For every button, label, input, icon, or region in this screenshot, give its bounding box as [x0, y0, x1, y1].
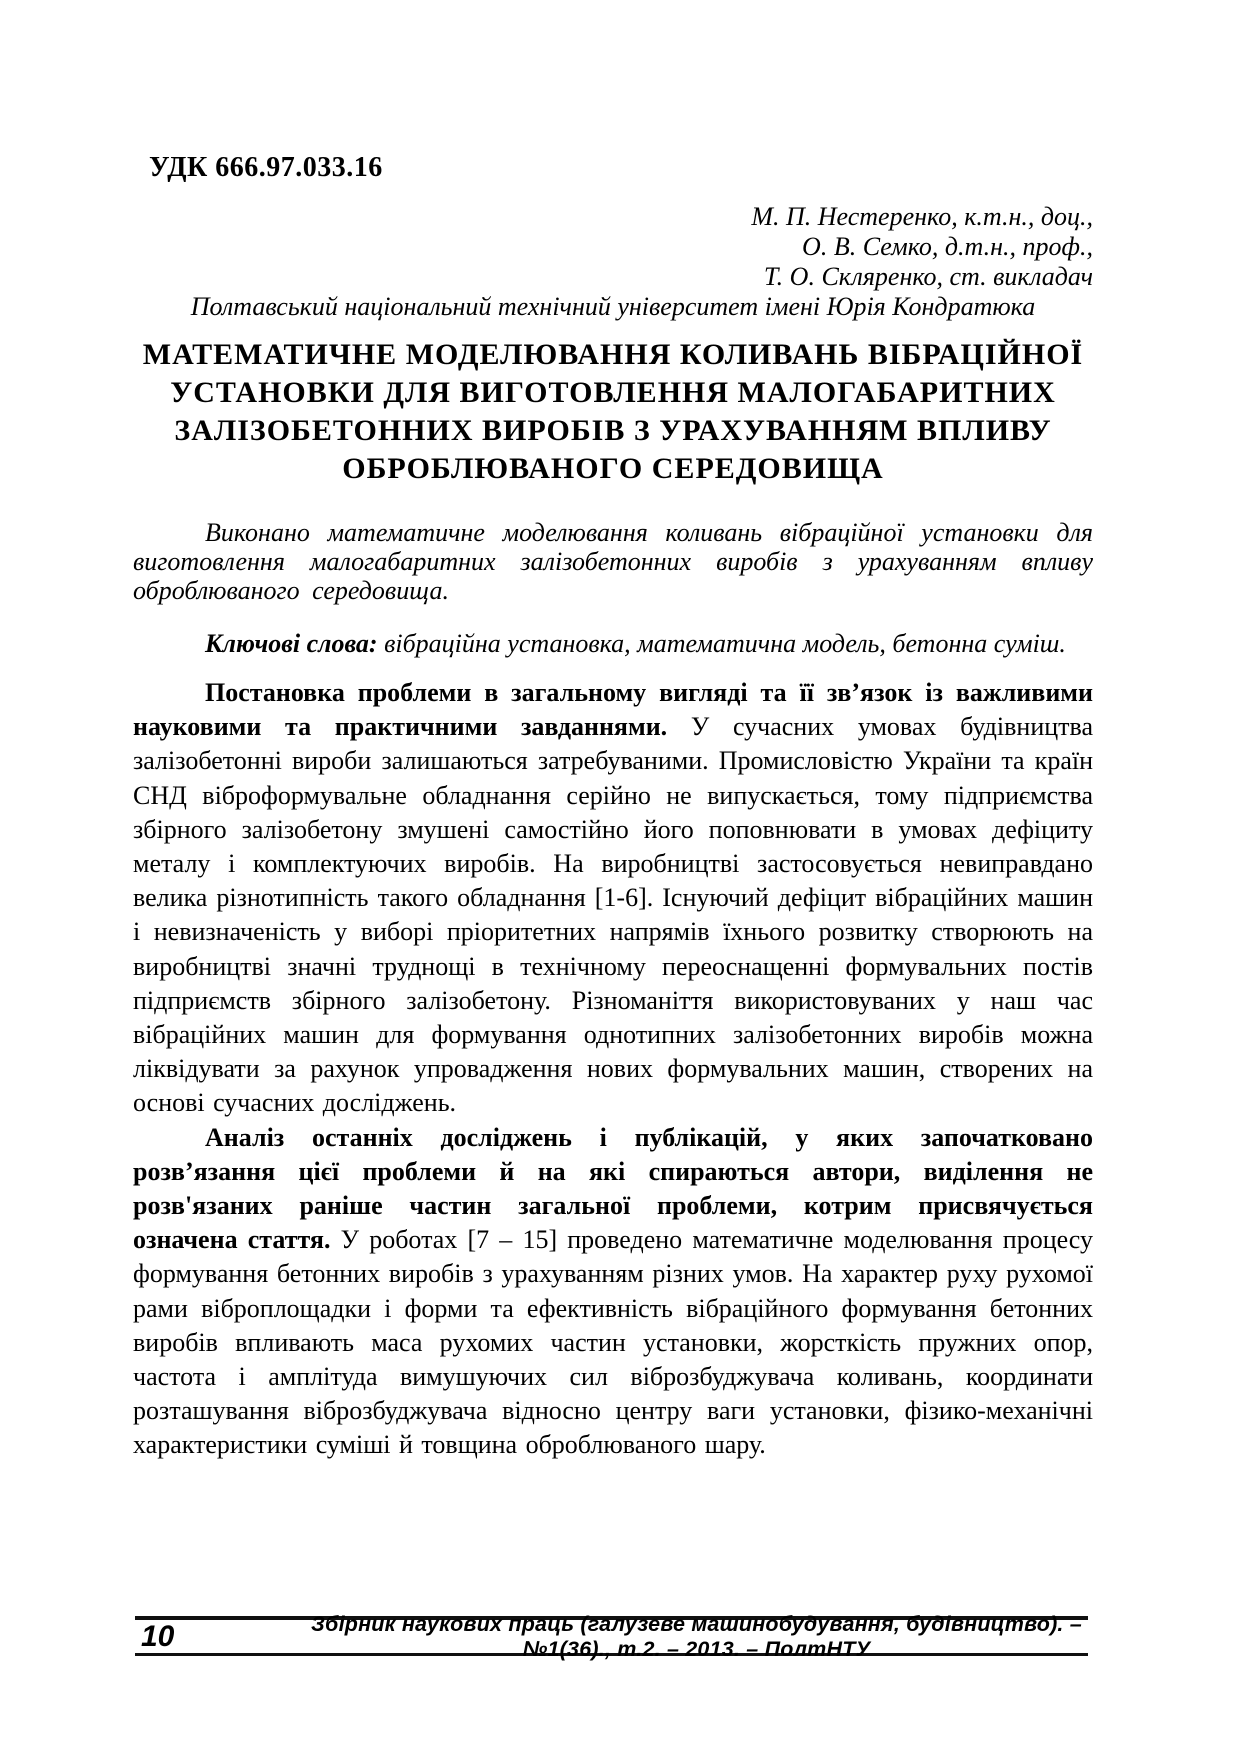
- author-line-3: Т. О. Скляренко, ст. викладач: [763, 262, 1093, 291]
- abstract-paragraph: Виконано математичне моделювання коливань вібраційної установки для виготовлення малогабаритних залізобетонних виробів з урахуванням впливу оброблюваного середовища.: [133, 518, 1093, 605]
- body-paragraph-2: [133, 1121, 1093, 1463]
- authors-block: [133, 202, 1093, 292]
- udc-code: УДК 666.97.033.16: [149, 152, 383, 183]
- article-title-line-3: ЗАЛІЗОБЕТОННИХ ВИРОБІВ З УРАХУВАННЯМ ВПЛИВУ: [174, 414, 1052, 447]
- author-line-1: М. П. Нестеренко, к.т.н., доц.,: [751, 202, 1093, 231]
- page-number: 10: [141, 1619, 175, 1653]
- article-body: [133, 676, 1093, 1463]
- author-line-2: О. В. Семко, д.т.н., проф.,: [802, 232, 1093, 261]
- paragraph-2-text: У роботах [7 – 15] проведено математичне моделювання процесу формування бетонних виробів з урахуванням різних умов. На характер руху рухомої рами віброплощадки і форми та ефективність вібраційного формування бетонних виробів впливають маса рухомих частин установки, жорсткість пружних опор, частота і амплітуда вимушуючих сил віброзбуджувача коливань, координати розташування віброзбуджувача відносно центру ваги установки, фізико-механічні характеристики суміші й товщина оброблюваного шару.: [133, 1225, 1094, 1460]
- paragraph-1-lead: Постановка проблеми в загальному вигляді та її зв’язок із важливими науковими та практичними завданнями.: [133, 678, 1093, 742]
- paragraph-2-lead: Аналіз останніх досліджень і публікацій, у яких започатковано розв’язання цієї проблеми й на які спираються автори, виділення не розв'язаних раніше частин загальної проблеми, котрим присвячується означена стаття.: [133, 1122, 1093, 1255]
- article-title-line-1: МАТЕМАТИЧНЕ МОДЕЛЮВАННЯ КОЛИВАНЬ ВІБРАЦІЙНОЇ: [142, 338, 1084, 371]
- article-title: [133, 336, 1093, 488]
- footer-source: Збірник наукових праць (галузеве машинобудування, будівництво). – №1(36)., т.2. – 2013. – ПолтНТУ: [311, 1611, 1082, 1661]
- article-title-line-4: ОБРОБЛЮВАНОГО СЕРЕДОВИЩА: [342, 452, 884, 485]
- keywords-label: Ключові слова:: [205, 629, 378, 658]
- article-title-line-2: УСТАНОВКИ ДЛЯ ВИГОТОВЛЕННЯ МАЛОГАБАРИТНИХ: [170, 376, 1056, 409]
- keywords-line: [133, 629, 1093, 658]
- body-paragraph-1: [133, 676, 1093, 1121]
- keywords-text: вібраційна установка, математична модель, бетонна суміш.: [377, 629, 1066, 658]
- page-footer: [135, 1611, 1088, 1661]
- paragraph-1-text: У сучасних умовах будівництва залізобетонні вироби залишаються затребуваними. Промисловістю України та країн СНД віброформувальне обладнання серійно не випускається, тому підприємства збірного залізобетону змушені самостійно його поповнювати в умовах дефіциту металу і комплектуючих виробів. На виробництві застосовується невиправдано велика різнотипність такого обладнання [1-6]. Існуючий дефіцит вібраційних машин і невизначеність у виборі пріоритетних напрямів їхнього розвитку створюють на виробництві значні труднощі в технічному переоснащенні формувальних постів підприємств збірного залізобетону. Різноманіття використовуваних у наш час вібраційних машин для формування однотипних залізобетонних виробів можна ліквідувати за рахунок упровадження нових формувальних машин, створених на основі сучасних досліджень.: [133, 712, 1093, 1118]
- affiliation-line: Полтавський національний технічний університет імені Юрія Кондратюка: [190, 292, 1036, 321]
- page-content: [133, 0, 1093, 1463]
